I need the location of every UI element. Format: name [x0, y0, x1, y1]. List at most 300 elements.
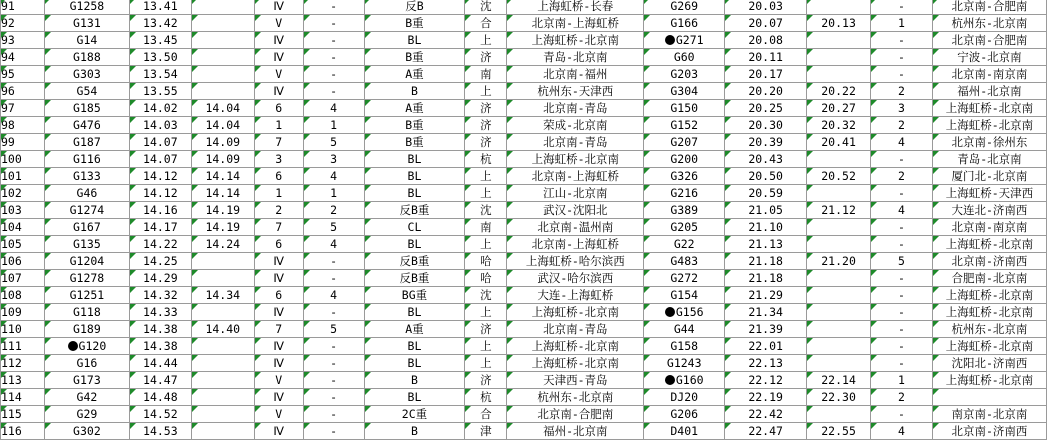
cell-platform[interactable]	[303, 338, 364, 355]
cell-train-number[interactable]	[44, 15, 129, 32]
cell-bureau[interactable]	[465, 66, 507, 83]
cell-route-2[interactable]	[932, 338, 1046, 355]
cell-track[interactable]	[254, 406, 303, 423]
cell-depart-time-2[interactable]	[807, 15, 871, 32]
cell-train-number[interactable]	[44, 49, 129, 66]
cell-row-number[interactable]	[1, 372, 45, 389]
cell-depart-time[interactable]	[191, 185, 254, 202]
cell-route-2[interactable]	[932, 202, 1046, 219]
cell-arrive-time[interactable]	[129, 338, 191, 355]
cell-platform-2[interactable]	[871, 151, 933, 168]
cell-arrive-time-2[interactable]	[725, 287, 807, 304]
cell-train-number[interactable]	[44, 389, 129, 406]
cell-train-number-2[interactable]	[644, 253, 725, 270]
cell-row-number[interactable]	[1, 0, 45, 15]
cell-arrive-time[interactable]	[129, 389, 191, 406]
cell-arrive-time[interactable]	[129, 100, 191, 117]
cell-bureau[interactable]	[465, 15, 507, 32]
cell-formation[interactable]	[364, 202, 465, 219]
cell-depart-time[interactable]	[191, 202, 254, 219]
cell-train-number[interactable]	[44, 355, 129, 372]
cell-train-number-2[interactable]	[644, 202, 725, 219]
cell-platform[interactable]	[303, 66, 364, 83]
cell-bureau[interactable]	[465, 389, 507, 406]
cell-platform-2[interactable]	[871, 338, 933, 355]
cell-depart-time-2[interactable]	[807, 100, 871, 117]
cell-arrive-time[interactable]	[129, 0, 191, 15]
cell-route-2[interactable]	[932, 117, 1046, 134]
cell-arrive-time[interactable]	[129, 117, 191, 134]
cell-arrive-time-2[interactable]	[725, 66, 807, 83]
cell-route-2[interactable]	[932, 236, 1046, 253]
cell-train-number-2[interactable]	[644, 406, 725, 423]
cell-train-number[interactable]	[44, 236, 129, 253]
cell-depart-time[interactable]	[191, 66, 254, 83]
cell-arrive-time[interactable]	[129, 406, 191, 423]
cell-arrive-time[interactable]	[129, 304, 191, 321]
cell-train-number-2[interactable]	[644, 185, 725, 202]
cell-formation[interactable]	[364, 66, 465, 83]
cell-platform[interactable]	[303, 423, 364, 440]
cell-formation[interactable]	[364, 100, 465, 117]
cell-route-2[interactable]	[932, 321, 1046, 338]
cell-route-2[interactable]	[932, 49, 1046, 66]
cell-arrive-time[interactable]	[129, 355, 191, 372]
cell-route[interactable]	[507, 219, 644, 236]
cell-track[interactable]	[254, 287, 303, 304]
cell-train-number[interactable]	[44, 287, 129, 304]
cell-platform[interactable]	[303, 49, 364, 66]
cell-depart-time-2[interactable]	[807, 32, 871, 49]
cell-platform-2[interactable]	[871, 202, 933, 219]
cell-formation[interactable]	[364, 219, 465, 236]
cell-train-number[interactable]	[44, 100, 129, 117]
cell-formation[interactable]	[364, 304, 465, 321]
cell-train-number-2[interactable]	[644, 117, 725, 134]
cell-train-number-2[interactable]	[644, 151, 725, 168]
cell-platform[interactable]	[303, 372, 364, 389]
cell-bureau[interactable]	[465, 185, 507, 202]
cell-train-number[interactable]	[44, 406, 129, 423]
cell-depart-time[interactable]	[191, 83, 254, 100]
cell-track[interactable]	[254, 32, 303, 49]
cell-platform[interactable]	[303, 355, 364, 372]
cell-arrive-time[interactable]	[129, 270, 191, 287]
cell-train-number[interactable]	[44, 423, 129, 440]
cell-route[interactable]	[507, 0, 644, 15]
cell-depart-time-2[interactable]	[807, 372, 871, 389]
cell-arrive-time-2[interactable]	[725, 151, 807, 168]
cell-formation[interactable]	[364, 423, 465, 440]
cell-depart-time[interactable]	[191, 389, 254, 406]
cell-train-number[interactable]	[44, 83, 129, 100]
cell-depart-time-2[interactable]	[807, 287, 871, 304]
cell-route-2[interactable]	[932, 270, 1046, 287]
cell-platform-2[interactable]	[871, 389, 933, 406]
cell-train-number-2[interactable]	[644, 134, 725, 151]
cell-platform-2[interactable]	[871, 321, 933, 338]
cell-depart-time[interactable]	[191, 100, 254, 117]
cell-bureau[interactable]	[465, 202, 507, 219]
cell-platform-2[interactable]	[871, 270, 933, 287]
cell-row-number[interactable]	[1, 406, 45, 423]
cell-depart-time[interactable]	[191, 270, 254, 287]
cell-platform-2[interactable]	[871, 423, 933, 440]
cell-platform-2[interactable]	[871, 355, 933, 372]
cell-train-number[interactable]	[44, 253, 129, 270]
cell-platform[interactable]	[303, 100, 364, 117]
cell-platform-2[interactable]	[871, 117, 933, 134]
cell-arrive-time-2[interactable]	[725, 321, 807, 338]
cell-depart-time[interactable]	[191, 423, 254, 440]
cell-track[interactable]	[254, 355, 303, 372]
cell-depart-time-2[interactable]	[807, 236, 871, 253]
cell-arrive-time-2[interactable]	[725, 49, 807, 66]
cell-train-number[interactable]	[44, 66, 129, 83]
cell-platform-2[interactable]	[871, 287, 933, 304]
cell-arrive-time-2[interactable]	[725, 117, 807, 134]
cell-bureau[interactable]	[465, 270, 507, 287]
cell-route[interactable]	[507, 134, 644, 151]
cell-row-number[interactable]	[1, 219, 45, 236]
cell-track[interactable]	[254, 83, 303, 100]
cell-route[interactable]	[507, 304, 644, 321]
cell-formation[interactable]	[364, 83, 465, 100]
cell-arrive-time-2[interactable]	[725, 219, 807, 236]
cell-arrive-time[interactable]	[129, 151, 191, 168]
cell-bureau[interactable]	[465, 304, 507, 321]
cell-platform-2[interactable]	[871, 32, 933, 49]
cell-arrive-time[interactable]	[129, 423, 191, 440]
cell-arrive-time-2[interactable]	[725, 83, 807, 100]
cell-route-2[interactable]	[932, 304, 1046, 321]
cell-depart-time-2[interactable]	[807, 185, 871, 202]
cell-formation[interactable]	[364, 253, 465, 270]
cell-route[interactable]	[507, 202, 644, 219]
cell-route[interactable]	[507, 270, 644, 287]
cell-platform[interactable]	[303, 168, 364, 185]
cell-train-number-2[interactable]	[644, 219, 725, 236]
cell-depart-time[interactable]	[191, 253, 254, 270]
cell-train-number-2[interactable]	[644, 100, 725, 117]
cell-arrive-time-2[interactable]	[725, 0, 807, 15]
cell-route-2[interactable]	[932, 389, 1046, 406]
cell-track[interactable]	[254, 49, 303, 66]
cell-arrive-time-2[interactable]	[725, 304, 807, 321]
cell-route[interactable]	[507, 253, 644, 270]
cell-row-number[interactable]	[1, 185, 45, 202]
cell-train-number-2[interactable]	[644, 372, 725, 389]
cell-route[interactable]	[507, 151, 644, 168]
cell-train-number[interactable]	[44, 219, 129, 236]
cell-platform-2[interactable]	[871, 236, 933, 253]
cell-depart-time-2[interactable]	[807, 66, 871, 83]
cell-route[interactable]	[507, 372, 644, 389]
cell-track[interactable]	[254, 185, 303, 202]
cell-row-number[interactable]	[1, 304, 45, 321]
cell-bureau[interactable]	[465, 355, 507, 372]
cell-arrive-time-2[interactable]	[725, 253, 807, 270]
cell-arrive-time[interactable]	[129, 66, 191, 83]
cell-bureau[interactable]	[465, 372, 507, 389]
cell-formation[interactable]	[364, 372, 465, 389]
cell-track[interactable]	[254, 338, 303, 355]
cell-formation[interactable]	[364, 406, 465, 423]
cell-depart-time-2[interactable]	[807, 117, 871, 134]
cell-arrive-time[interactable]	[129, 168, 191, 185]
cell-arrive-time[interactable]	[129, 49, 191, 66]
cell-platform[interactable]	[303, 134, 364, 151]
cell-train-number-2[interactable]	[644, 15, 725, 32]
cell-formation[interactable]	[364, 49, 465, 66]
cell-arrive-time-2[interactable]	[725, 15, 807, 32]
cell-platform[interactable]	[303, 253, 364, 270]
cell-route-2[interactable]	[932, 372, 1046, 389]
cell-track[interactable]	[254, 253, 303, 270]
cell-depart-time[interactable]	[191, 15, 254, 32]
cell-bureau[interactable]	[465, 236, 507, 253]
cell-arrive-time[interactable]	[129, 287, 191, 304]
cell-formation[interactable]	[364, 32, 465, 49]
cell-bureau[interactable]	[465, 253, 507, 270]
cell-train-number[interactable]	[44, 0, 129, 15]
cell-bureau[interactable]	[465, 32, 507, 49]
cell-formation[interactable]	[364, 270, 465, 287]
cell-formation[interactable]	[364, 168, 465, 185]
cell-depart-time[interactable]	[191, 151, 254, 168]
cell-depart-time-2[interactable]	[807, 202, 871, 219]
cell-train-number[interactable]	[44, 202, 129, 219]
cell-arrive-time-2[interactable]	[725, 338, 807, 355]
cell-arrive-time[interactable]	[129, 32, 191, 49]
cell-formation[interactable]	[364, 117, 465, 134]
cell-track[interactable]	[254, 0, 303, 15]
cell-arrive-time-2[interactable]	[725, 406, 807, 423]
cell-route-2[interactable]	[932, 15, 1046, 32]
cell-depart-time[interactable]	[191, 168, 254, 185]
cell-row-number[interactable]	[1, 321, 45, 338]
cell-train-number[interactable]	[44, 321, 129, 338]
cell-track[interactable]	[254, 219, 303, 236]
cell-platform-2[interactable]	[871, 253, 933, 270]
cell-train-number-2[interactable]	[644, 0, 725, 15]
cell-row-number[interactable]	[1, 389, 45, 406]
cell-platform-2[interactable]	[871, 304, 933, 321]
cell-arrive-time-2[interactable]	[725, 270, 807, 287]
cell-platform-2[interactable]	[871, 185, 933, 202]
cell-train-number[interactable]	[44, 32, 129, 49]
cell-row-number[interactable]	[1, 287, 45, 304]
cell-arrive-time-2[interactable]	[725, 202, 807, 219]
cell-track[interactable]	[254, 423, 303, 440]
cell-depart-time[interactable]	[191, 219, 254, 236]
cell-depart-time-2[interactable]	[807, 0, 871, 15]
cell-arrive-time-2[interactable]	[725, 32, 807, 49]
cell-depart-time[interactable]	[191, 372, 254, 389]
cell-bureau[interactable]	[465, 321, 507, 338]
cell-route-2[interactable]	[932, 0, 1046, 15]
cell-train-number[interactable]	[44, 151, 129, 168]
cell-route-2[interactable]	[932, 253, 1046, 270]
cell-platform-2[interactable]	[871, 100, 933, 117]
cell-track[interactable]	[254, 270, 303, 287]
cell-route[interactable]	[507, 32, 644, 49]
cell-row-number[interactable]	[1, 100, 45, 117]
cell-route-2[interactable]	[932, 406, 1046, 423]
cell-route-2[interactable]	[932, 219, 1046, 236]
cell-arrive-time-2[interactable]	[725, 355, 807, 372]
cell-arrive-time-2[interactable]	[725, 389, 807, 406]
cell-arrive-time[interactable]	[129, 236, 191, 253]
cell-formation[interactable]	[364, 236, 465, 253]
cell-route[interactable]	[507, 355, 644, 372]
cell-train-number[interactable]	[44, 270, 129, 287]
cell-platform[interactable]	[303, 83, 364, 100]
cell-platform[interactable]	[303, 202, 364, 219]
cell-depart-time[interactable]	[191, 406, 254, 423]
cell-arrive-time-2[interactable]	[725, 100, 807, 117]
cell-train-number-2[interactable]	[644, 287, 725, 304]
cell-arrive-time[interactable]	[129, 202, 191, 219]
cell-arrive-time-2[interactable]	[725, 168, 807, 185]
cell-row-number[interactable]	[1, 32, 45, 49]
cell-bureau[interactable]	[465, 219, 507, 236]
cell-track[interactable]	[254, 168, 303, 185]
cell-depart-time[interactable]	[191, 287, 254, 304]
cell-depart-time-2[interactable]	[807, 423, 871, 440]
cell-arrive-time[interactable]	[129, 372, 191, 389]
cell-train-number-2[interactable]	[644, 304, 725, 321]
cell-row-number[interactable]	[1, 117, 45, 134]
cell-route[interactable]	[507, 423, 644, 440]
cell-platform[interactable]	[303, 219, 364, 236]
cell-depart-time-2[interactable]	[807, 406, 871, 423]
cell-bureau[interactable]	[465, 83, 507, 100]
cell-platform-2[interactable]	[871, 219, 933, 236]
cell-bureau[interactable]	[465, 49, 507, 66]
cell-platform[interactable]	[303, 389, 364, 406]
cell-row-number[interactable]	[1, 66, 45, 83]
cell-row-number[interactable]	[1, 236, 45, 253]
cell-train-number-2[interactable]	[644, 49, 725, 66]
cell-depart-time[interactable]	[191, 355, 254, 372]
cell-formation[interactable]	[364, 389, 465, 406]
cell-formation[interactable]	[364, 287, 465, 304]
cell-row-number[interactable]	[1, 202, 45, 219]
cell-platform-2[interactable]	[871, 134, 933, 151]
cell-platform[interactable]	[303, 0, 364, 15]
cell-arrive-time-2[interactable]	[725, 236, 807, 253]
cell-row-number[interactable]	[1, 134, 45, 151]
cell-depart-time[interactable]	[191, 117, 254, 134]
cell-arrive-time[interactable]	[129, 219, 191, 236]
cell-row-number[interactable]	[1, 253, 45, 270]
cell-train-number[interactable]	[44, 372, 129, 389]
cell-route-2[interactable]	[932, 66, 1046, 83]
cell-depart-time[interactable]	[191, 0, 254, 15]
cell-platform[interactable]	[303, 32, 364, 49]
cell-platform-2[interactable]	[871, 15, 933, 32]
cell-row-number[interactable]	[1, 270, 45, 287]
cell-route[interactable]	[507, 406, 644, 423]
cell-platform[interactable]	[303, 270, 364, 287]
cell-formation[interactable]	[364, 338, 465, 355]
cell-track[interactable]	[254, 321, 303, 338]
cell-bureau[interactable]	[465, 168, 507, 185]
cell-route-2[interactable]	[932, 185, 1046, 202]
cell-formation[interactable]	[364, 134, 465, 151]
cell-platform-2[interactable]	[871, 0, 933, 15]
cell-route[interactable]	[507, 236, 644, 253]
cell-depart-time-2[interactable]	[807, 304, 871, 321]
cell-depart-time-2[interactable]	[807, 321, 871, 338]
cell-formation[interactable]	[364, 15, 465, 32]
cell-depart-time-2[interactable]	[807, 168, 871, 185]
cell-arrive-time[interactable]	[129, 134, 191, 151]
cell-route[interactable]	[507, 168, 644, 185]
cell-train-number[interactable]	[44, 185, 129, 202]
cell-platform-2[interactable]	[871, 66, 933, 83]
cell-depart-time-2[interactable]	[807, 83, 871, 100]
cell-depart-time-2[interactable]	[807, 253, 871, 270]
cell-formation[interactable]	[364, 0, 465, 15]
cell-platform[interactable]	[303, 321, 364, 338]
cell-row-number[interactable]	[1, 338, 45, 355]
cell-route-2[interactable]	[932, 32, 1046, 49]
cell-platform[interactable]	[303, 185, 364, 202]
cell-formation[interactable]	[364, 321, 465, 338]
cell-platform[interactable]	[303, 151, 364, 168]
cell-track[interactable]	[254, 100, 303, 117]
cell-platform[interactable]	[303, 15, 364, 32]
cell-row-number[interactable]	[1, 423, 45, 440]
cell-route[interactable]	[507, 83, 644, 100]
cell-route-2[interactable]	[932, 355, 1046, 372]
cell-train-number[interactable]	[44, 134, 129, 151]
cell-train-number-2[interactable]	[644, 168, 725, 185]
cell-platform[interactable]	[303, 304, 364, 321]
cell-bureau[interactable]	[465, 134, 507, 151]
cell-formation[interactable]	[364, 185, 465, 202]
cell-route[interactable]	[507, 15, 644, 32]
cell-route[interactable]	[507, 66, 644, 83]
cell-depart-time-2[interactable]	[807, 270, 871, 287]
cell-depart-time[interactable]	[191, 49, 254, 66]
cell-track[interactable]	[254, 66, 303, 83]
cell-bureau[interactable]	[465, 100, 507, 117]
cell-arrive-time-2[interactable]	[725, 185, 807, 202]
cell-arrive-time-2[interactable]	[725, 372, 807, 389]
cell-row-number[interactable]	[1, 168, 45, 185]
cell-track[interactable]	[254, 236, 303, 253]
cell-route[interactable]	[507, 338, 644, 355]
cell-train-number[interactable]	[44, 168, 129, 185]
cell-route[interactable]	[507, 100, 644, 117]
cell-route[interactable]	[507, 185, 644, 202]
cell-train-number-2[interactable]	[644, 83, 725, 100]
cell-train-number[interactable]	[44, 117, 129, 134]
cell-track[interactable]	[254, 15, 303, 32]
cell-route[interactable]	[507, 117, 644, 134]
cell-route-2[interactable]	[932, 287, 1046, 304]
cell-train-number-2[interactable]	[644, 355, 725, 372]
cell-depart-time[interactable]	[191, 32, 254, 49]
cell-row-number[interactable]	[1, 49, 45, 66]
cell-bureau[interactable]	[465, 117, 507, 134]
cell-track[interactable]	[254, 372, 303, 389]
cell-train-number-2[interactable]	[644, 32, 725, 49]
cell-route-2[interactable]	[932, 168, 1046, 185]
